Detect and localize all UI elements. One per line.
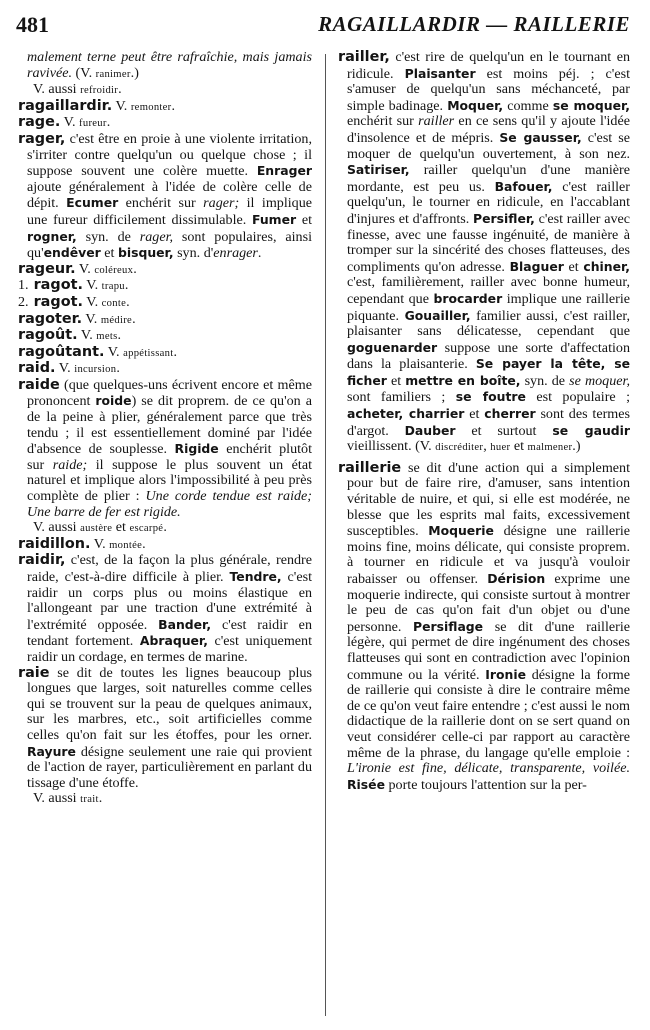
- headword: raidir,: [18, 552, 66, 569]
- entry-raid: raid. V. incursion.: [18, 360, 120, 377]
- entry-ragaillardir: ragaillardir. V. remonter.: [18, 97, 176, 114]
- entry-rager: rager, c'est être en proie à une violente irritation, s'irriter contre quelqu'un ou quelque chose ; il suppose souvent une colère muette. Enrager ajoute généralement à l'idée de colère celle de dépit. Ecumer enchérit sur rager; il implique une fureur difficilement dissimulable. Fumer et rogner, syn. de rager, sont populaires, ainsi qu'endêver et bisquer, syn. d'enrager.: [18, 130, 313, 262]
- entry-raidir: raidir, c'est, de la façon la plus générale, rendre raide, c'est-à-dire difficile à plier. Tendre, c'est raidir un corps plus ou moins élastique en l'allongeant par une traction d'une extrémité à l'extrémité opposée. Bander, c'est raidir en tendant fortement. Abraquer, c'est uniquement raidir un cordage, en termes de marine.: [18, 552, 312, 665]
- headword: rageur.: [18, 260, 76, 277]
- headword: raidillon.: [18, 535, 91, 552]
- entry-rageur: rageur. V. coléreux.: [18, 260, 137, 277]
- headword: railler,: [338, 49, 390, 65]
- see-also: V. aussi trait.: [33, 790, 103, 807]
- headword: rage.: [18, 114, 61, 131]
- entry-raie: raie se dit de toutes les lignes beaucoup plus longues que larges, soit naturelles comme celles qui se trouvent sur la peau de quelques animaux, sur les marbres, etc., soit artificielles comme celles qu'on fait sur les étoffes, pour les orner. Rayure désigne seulement une raie qui provient de l'action de rayer, particulièrement en parlant du tissage d'une étoffe.: [18, 664, 312, 791]
- headword: raide: [18, 376, 60, 393]
- headword: ragot.: [28, 293, 83, 310]
- entry-ragoutant: ragoûtant. V. appétissant.: [18, 343, 178, 360]
- entry-ragout: ragoût. V. mets.: [18, 327, 122, 344]
- headword: rager,: [18, 130, 66, 147]
- headword: ragot.: [28, 277, 83, 294]
- left-column: [18, 50, 312, 808]
- entry-raidillon: raidillon. V. montée.: [18, 535, 146, 552]
- page-number: 481: [16, 12, 49, 37]
- entry-continuation: malement terne peut être rafraîchie, mais jamais ravivée. (V. ranimer.): [27, 49, 312, 81]
- entry-raillerie: raillerie se dit d'une action qui a simplement pour but de faire rire, d'amuser, sans intention véritable de nuire, et qui, si elle est modérée, ne blesse que les esprits mal faits, excessivement susceptibles. Moquerie désigne une raillerie moins fine, moins délicate, qui consiste proprem. à tourner en ridicule et va jusqu'à vouloir rabaisser ou offenser. Dérision exprime une moquerie indirecte, qui consiste surtout à montrer le peu de cas qu'on fait d'un objet ou d'une personne. Persiflage se dit d'une raillerie légère, qui permet de dire ingénument des choses flatteuses qui sont en contradiction avec l'opinion commune ou la vérité. Ironie désigne la forme de raillerie qui consiste à dire le contraire même de ce qu'on veut faire entendre ; c'est aussi le nom didactique de la raillerie dont on se sert quand on veut considérer celle-ci par rapport au caractère même de la phrase, du langage qu'elle emploie : L'ironie est fine, délicate, transparente, voilée. Risée porte toujours l'attention sur la per-: [338, 459, 630, 793]
- page-header: [16, 8, 630, 48]
- see-also: V. aussi refroidir.: [33, 81, 122, 98]
- headword: ragaillardir.: [18, 97, 113, 114]
- see-also: V. aussi austère et escarpé.: [33, 519, 167, 536]
- right-column: [338, 50, 630, 793]
- entry-ragot-1: 1. ragot. V. trapu.: [18, 277, 129, 294]
- headword: raie: [18, 664, 50, 681]
- entry-ragoter: ragoter. V. médire.: [18, 310, 136, 327]
- entry-ragot-2: 2. ragot. V. conte.: [18, 293, 130, 310]
- column-divider: [325, 54, 326, 1016]
- headword: raillerie: [338, 459, 402, 476]
- headword: raid.: [18, 360, 56, 377]
- headword: ragoût.: [18, 327, 78, 344]
- entry-railler: railler, c'est rire de quelqu'un en le tournant en ridicule. Plaisanter est moins péj. ; c'est s'amuser de quelqu'un sans méchanceté, par simple badinage. Moquer, comme se moquer, enchérit sur railler en ce sens qu'il y ajoute l'idée d'insolence et de mépris. Se gausser, c'est se moquer de quelqu'un ouvertement, à son nez. Satiriser, railler quelqu'un d'une manière mordante, est peu us. Bafouer, c'est railler quelqu'un, le tourner en ridicule, en l'accablant d'injures et d'affronts. Persifler, c'est railler avec finesse, avec une fausse ingénuité, de manière à tromper sur la sincérité des choses flatteuses, des compliments qu'on adresse. Blaguer et chiner, c'est, familièrement, railler avec bonne humeur, cependant que brocarder implique une raillerie piquante. Gouailler, familier aussi, c'est railler, plaisanter sans délicatesse, cependant que goguenarder suppose une sorte d'affectation dans la plaisanterie. Se payer la tête, se ficher et mettre en boîte, syn. de se moquer, sont familiers ; se foutre est populaire ; acheter, charrier et cherrer sont des termes d'argot. Dauber et surtout se gaudir vieillissent. (V. discréditer, huer et malmener.): [338, 49, 631, 455]
- entry-raide: raide (que quelques-uns écrivent encore et même prononcent roide) se dit proprem. de ce qu'on a de la peine à plier, généralement parce que très tendu ; il est essentiellement dominé par l'idée d'absence de souplesse. Rigide enchérit plutôt sur raide; il suppose le plus souvent un état naturel et implique alors l'impossibilité à peu près complète de plier : Une corde tendue est raide; Une barre de fer est rigide.: [18, 376, 313, 520]
- headword: ragoter.: [18, 310, 83, 327]
- entry-rage: rage. V. fureur.: [18, 114, 111, 131]
- running-head: RAGAILLARDIR — RAILLERIE: [318, 12, 630, 36]
- headword: ragoûtant.: [18, 343, 105, 360]
